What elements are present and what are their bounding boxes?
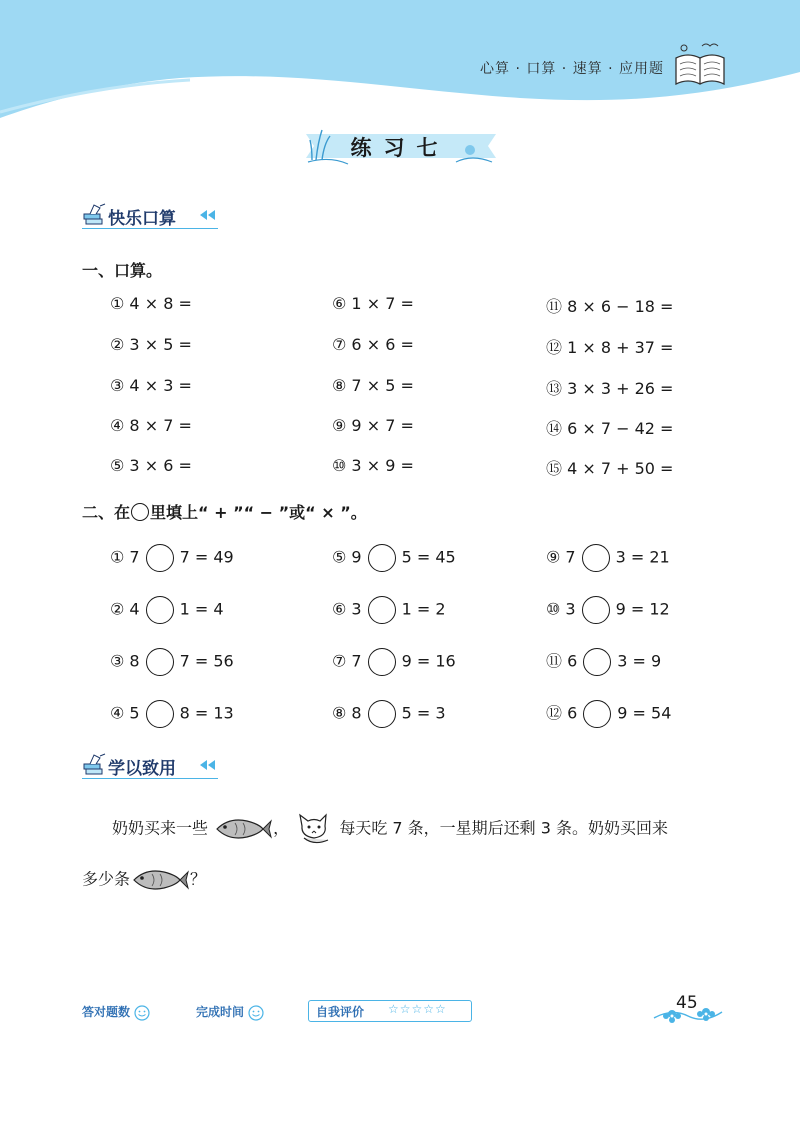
section-label: 学以致用 xyxy=(108,759,176,779)
operator-blank[interactable] xyxy=(146,648,174,676)
operator-blank[interactable] xyxy=(582,544,610,572)
question-2-title xyxy=(82,500,367,523)
fill-item-left: ⑧ 8 xyxy=(332,703,362,723)
books-icon xyxy=(82,752,108,778)
fill-item-right: 7 = 49 xyxy=(179,547,234,567)
fill-item-right: 8 = 13 xyxy=(179,703,234,723)
page-number: 45 xyxy=(676,993,698,1013)
rating-stars[interactable]: ☆☆☆☆☆ xyxy=(388,1002,447,1016)
fill-item xyxy=(546,700,671,728)
oral-item: ⑧ 7 × 5 = xyxy=(332,376,414,395)
section-label: 快乐口算 xyxy=(108,209,176,229)
fill-item-left: ⑩ 3 xyxy=(546,599,576,619)
books-icon xyxy=(82,202,108,228)
fill-item-left: ⑪ 6 xyxy=(546,651,578,671)
fill-item-right: 1 = 2 xyxy=(401,599,446,619)
fill-item xyxy=(110,648,234,676)
open-book-icon xyxy=(672,40,728,90)
operator-blank[interactable] xyxy=(583,700,611,728)
operator-blank[interactable] xyxy=(368,544,396,572)
fill-item xyxy=(546,596,670,624)
fill-item-left: ⑥ 3 xyxy=(332,599,362,619)
fill-item xyxy=(332,544,456,572)
operator-blank[interactable] xyxy=(368,700,396,728)
fill-item-right: 3 = 21 xyxy=(615,547,670,567)
header-subtitle: 心算 · 口算 · 速算 · 应用题 xyxy=(480,61,665,77)
fill-item xyxy=(546,648,661,676)
oral-item: ④ 8 × 7 = xyxy=(110,416,192,435)
fill-item xyxy=(332,596,446,624)
double-arrow-icon xyxy=(200,210,216,220)
fill-item-left: ③ 8 xyxy=(110,651,140,671)
problem-text: ， xyxy=(273,818,290,838)
fill-item-left: ⑨ 7 xyxy=(546,547,576,567)
operator-blank[interactable] xyxy=(582,596,610,624)
oral-item: ⑪ 8 × 6 − 18 = xyxy=(546,297,674,316)
fill-item-right: 7 = 56 xyxy=(179,651,234,671)
question-2-title-start: 二、在 xyxy=(82,503,131,522)
fill-item xyxy=(332,648,456,676)
section-underline xyxy=(82,228,218,229)
fill-item-right: 9 = 54 xyxy=(617,703,672,723)
section-heading-happy-oral xyxy=(82,202,218,230)
word-problem-line-1 xyxy=(112,812,668,846)
footer-correct-count xyxy=(82,1003,150,1021)
double-arrow-icon xyxy=(200,760,216,770)
fill-item-left: ① 7 xyxy=(110,547,140,567)
operator-blank[interactable] xyxy=(146,544,174,572)
oral-item: ⑫ 1 × 8 + 37 = xyxy=(546,338,674,357)
fill-item-right: 3 = 9 xyxy=(617,651,662,671)
fill-item xyxy=(110,544,234,572)
cat-icon xyxy=(294,812,334,846)
fish-icon xyxy=(213,815,273,843)
footer-finish-time xyxy=(196,1003,264,1021)
finish-time-label: 完成时间 xyxy=(196,1005,245,1019)
operator-blank[interactable] xyxy=(583,648,611,676)
fill-item-left: ④ 5 xyxy=(110,703,140,723)
fill-item xyxy=(110,596,224,624)
oral-item: ⑮ 4 × 7 + 50 = xyxy=(546,459,674,478)
smiley-icon xyxy=(248,1005,264,1021)
inline-circle-icon xyxy=(131,503,149,521)
question-2-title-end: 里填上“ + ”“ − ”或“ × ”。 xyxy=(150,503,367,522)
oral-item: ⑦ 6 × 6 = xyxy=(332,335,414,354)
problem-text: 奶奶买来一些 xyxy=(112,818,209,838)
fill-item-right: 5 = 3 xyxy=(401,703,446,723)
fill-item-left: ⑫ 6 xyxy=(546,703,578,723)
fill-item-right: 5 = 45 xyxy=(401,547,456,567)
smiley-icon xyxy=(134,1005,150,1021)
fill-item-right: 9 = 12 xyxy=(615,599,670,619)
fill-item xyxy=(110,700,234,728)
problem-text: ？ xyxy=(190,869,207,889)
fill-item-left: ② 4 xyxy=(110,599,140,619)
oral-item: ③ 4 × 3 = xyxy=(110,376,192,395)
self-evaluation-label: 自我评价 xyxy=(316,1005,365,1019)
fish-icon xyxy=(130,866,190,894)
word-problem-line-2 xyxy=(82,866,206,894)
oral-item: ⑤ 3 × 6 = xyxy=(110,456,192,475)
oral-item: ② 3 × 5 = xyxy=(110,335,192,354)
fill-item-right: 9 = 16 xyxy=(401,651,456,671)
section-underline xyxy=(82,778,218,779)
oral-item: ⑥ 1 × 7 = xyxy=(332,294,414,313)
fill-item-left: ⑦ 7 xyxy=(332,651,362,671)
oral-item: ⑩ 3 × 9 = xyxy=(332,456,414,475)
fill-item xyxy=(332,700,446,728)
fill-item xyxy=(546,544,670,572)
correct-count-label: 答对题数 xyxy=(82,1005,131,1019)
operator-blank[interactable] xyxy=(146,700,174,728)
page-title: 练习七 xyxy=(350,136,450,160)
operator-blank[interactable] xyxy=(368,648,396,676)
operator-blank[interactable] xyxy=(368,596,396,624)
oral-item: ⑭ 6 × 7 − 42 = xyxy=(546,419,674,438)
fill-item-right: 1 = 4 xyxy=(179,599,224,619)
question-1-title: 一、口算。 xyxy=(82,261,163,280)
oral-item: ⑨ 9 × 7 = xyxy=(332,416,414,435)
oral-item: ① 4 × 8 = xyxy=(110,294,192,313)
oral-item: ⑬ 3 × 3 + 26 = xyxy=(546,379,674,398)
problem-text: 每天吃 7 条，一星期后还剩 3 条。奶奶买回来 xyxy=(339,818,669,838)
operator-blank[interactable] xyxy=(146,596,174,624)
problem-text: 多少条 xyxy=(82,869,131,889)
fill-item-left: ⑤ 9 xyxy=(332,547,362,567)
